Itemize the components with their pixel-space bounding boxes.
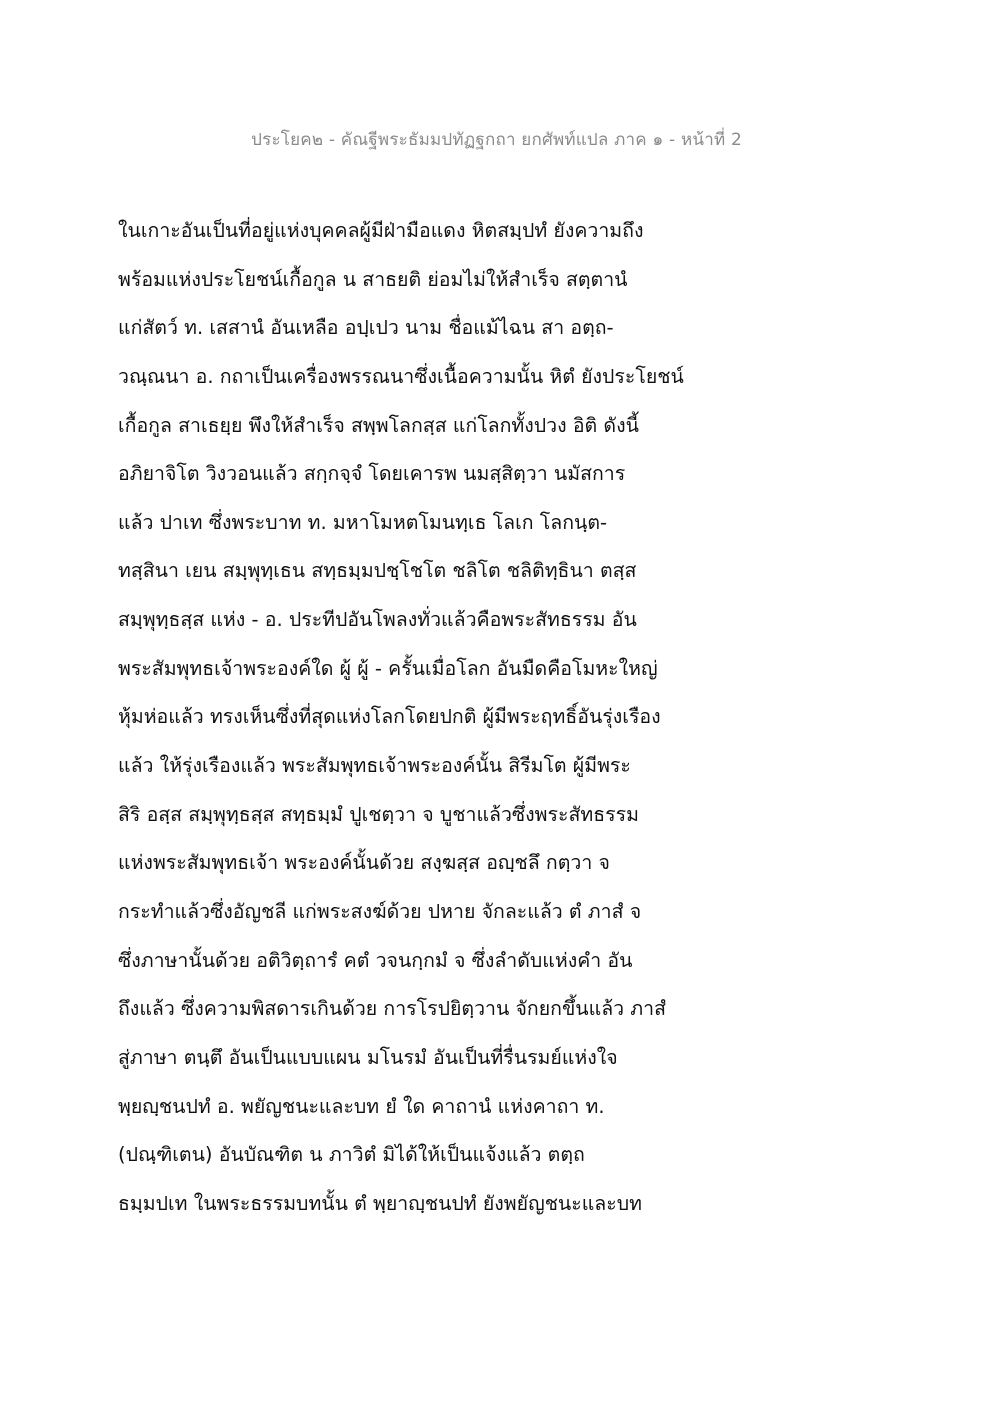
text-line: อภิยาจิโต วิงวอนแล้ว สกฺกจฺจํ โดยเคารพ นมสฺสิตฺวา นมัสการ xyxy=(118,462,626,486)
text-line: หุ้มห่อแล้ว ทรงเห็นซึ่งที่สุดแห่งโลกโดยปกติ ผู้มีพระฤทธิ์อันรุ่งเรือง xyxy=(118,705,661,729)
text-line: วณฺณนา อ. กถาเป็นเครื่องพรรณนาซึ่งเนื้อความนั้น หิตํ ยังประโยชน์ xyxy=(118,364,684,388)
text-line: สู่ภาษา ตนฺตึ อันเป็นแบบแผน มโนรมํ อันเป็นที่รื่นรมย์แห่งใจ xyxy=(118,1045,618,1069)
text-line: แล้ว ปาเท ซึ่งพระบาท ท. มหาโมหตโมนทฺเธ โลเก โลกนฺต- xyxy=(118,510,608,534)
text-line: แก่สัตว์ ท. เสสานํ อันเหลือ อปฺเปว นาม ชื่อแม้ไฉน สา อตฺถ- xyxy=(118,316,614,340)
text-line: เกื้อกูล สาเธยฺย พึงให้สำเร็จ สพฺพโลกสฺส แก่โลกทั้งปวง อิติ ดังนี้ xyxy=(118,413,639,437)
text-line: พฺยญฺชนปทํ อ. พยัญชนะและบท ยํ ใด คาถานํ แห่งคาถา ท. xyxy=(118,1094,605,1118)
text-line: กระทำแล้วซึ่งอัญชลี แก่พระสงฆ์ด้วย ปหาย จักละแล้ว ตํ ภาสํ จ xyxy=(118,899,642,923)
text-line: พระสัมพุทธเจ้าพระองค์ใด ผู้ ผู้ - ครั้นเมื่อโลก อันมืดคือโมหะใหญ่ xyxy=(118,656,658,680)
text-line: สมฺพุทฺธสฺส แห่ง - อ. ประทีปอันโพลงทั่วแล้วคือพระสัทธรรม อัน xyxy=(118,608,637,632)
running-header: ประโยค๒ - คัณฐีพระธัมมปทัฏฐกถา ยกศัพท์แปล ภาค ๑ - หน้าที่ 2 xyxy=(251,130,742,150)
text-line: แล้ว ให้รุ่งเรืองแล้ว พระสัมพุทธเจ้าพระองค์นั้น สิรีมโต ผู้มีพระ xyxy=(118,754,631,778)
text-line: แห่งพระสัมพุทธเจ้า พระองค์นั้นด้วย สงฺฆสฺส อญฺชลึ กตฺวา จ xyxy=(118,851,610,875)
text-line: สิริ อสฺส สมฺพุทฺธสฺส สทฺธมฺมํ ปูเชตฺวา จ บูชาแล้วซึ่งพระสัทธรรม xyxy=(118,802,639,826)
text-line: พร้อมแห่งประโยชน์เกื้อกูล น สาธยติ ย่อมไม่ให้สำเร็จ สตฺตานํ xyxy=(118,267,628,291)
text-line: ซึ่งภาษานั้นด้วย อติวิตฺถารํ คตํ วจนกฺกมํ จ ซึ่งลำดับแห่งคำ อัน xyxy=(118,948,633,972)
text-line: ในเกาะอันเป็นที่อยู่แห่งบุคคลผู้มีฝ่ามือแดง หิตสมฺปทํ ยังความถึง xyxy=(118,219,644,242)
text-line: ทสฺสินา เยน สมฺพุทฺเธน สทฺธมฺมปชฺโชโต ชลิโต ชลิติทฺธินา ตสฺส xyxy=(118,559,637,583)
text-line: ธมฺมปเท ในพระธรรมบทนั้น ตํ พฺยาญฺชนปทํ ยังพยัญชนะและบท xyxy=(118,1191,642,1215)
body-text xyxy=(118,213,718,1234)
text-line: ถึงแล้ว ซึ่งความพิสดารเกินด้วย การโรปยิตฺวาน จักยกขึ้นแล้ว ภาสํ xyxy=(118,997,666,1021)
text-line: (ปณฺฑิเตน) อันบัณฑิต น ภาวิตํ มิได้ให้เป็นแจ้งแล้ว ตตฺถ xyxy=(118,1143,585,1167)
